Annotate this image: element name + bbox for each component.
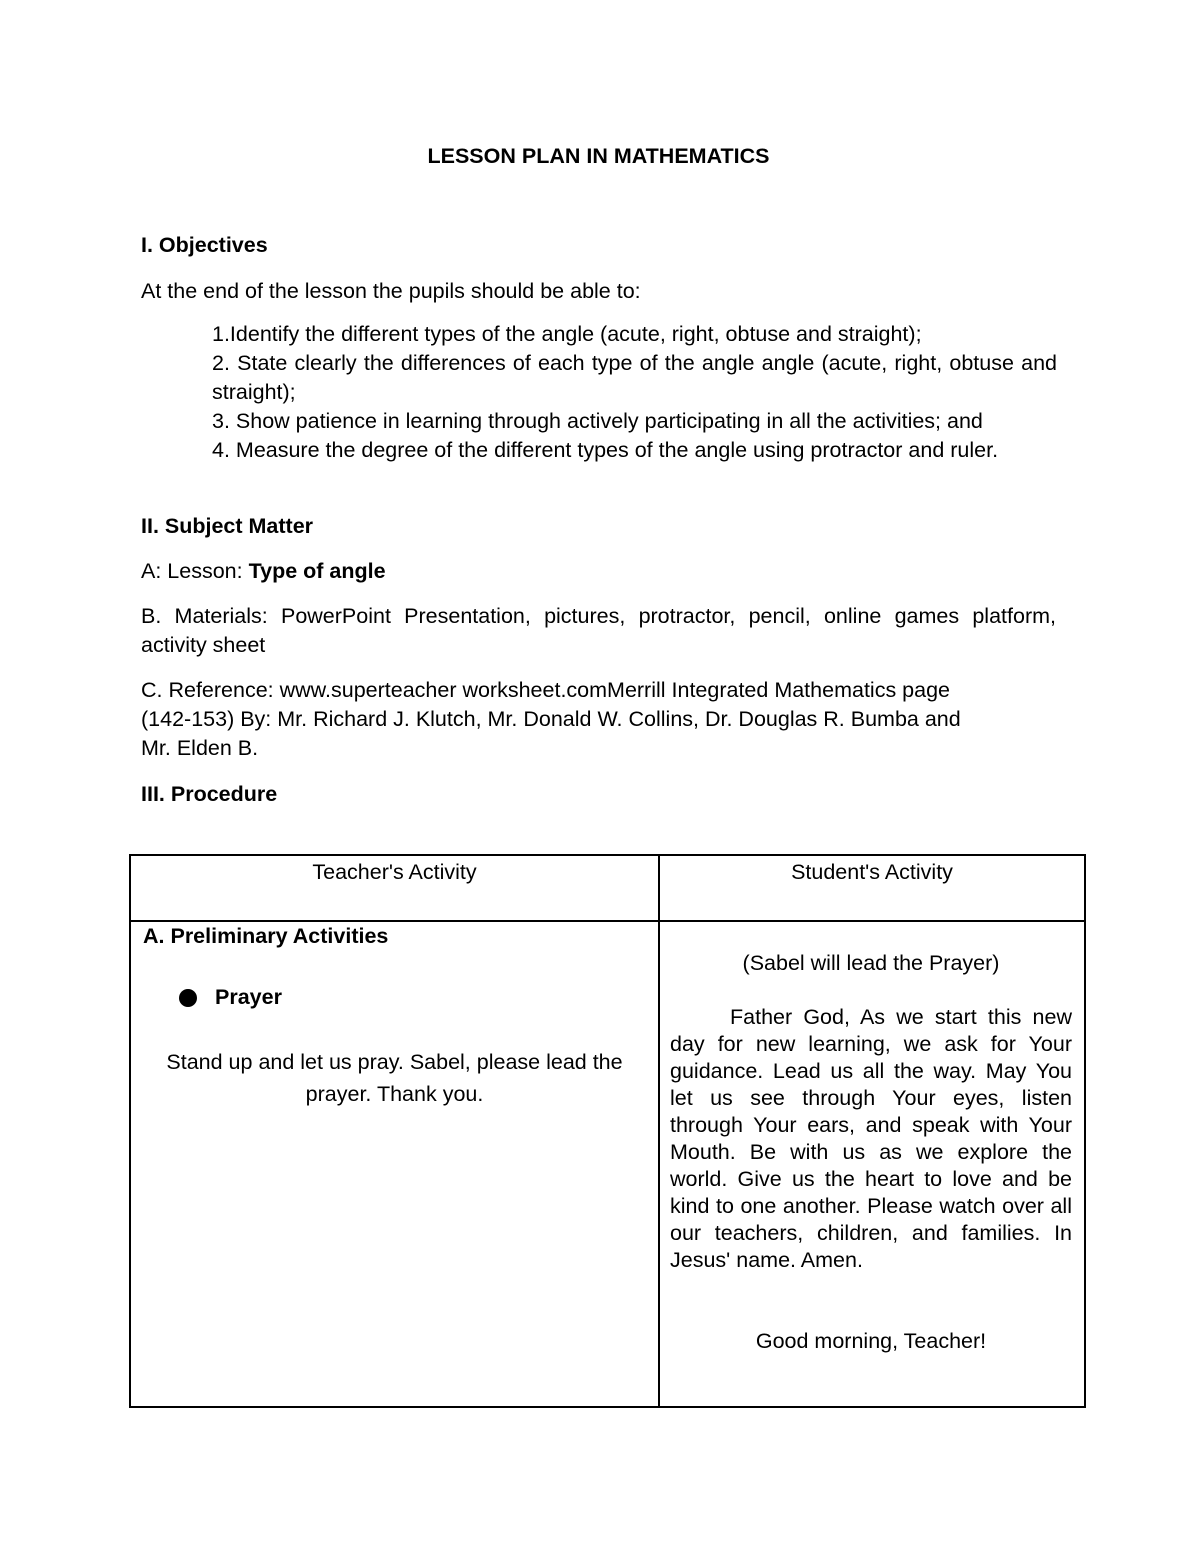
subject-matter-heading: II. Subject Matter: [141, 514, 314, 538]
student-activity-header: Student's Activity: [659, 855, 1085, 921]
teacher-instruction: Stand up and let us pray. Sabel, please lead the prayer. Thank you.: [166, 1050, 623, 1106]
objective-item: 3. Show patience in learning through actively participating in all the activities; and: [212, 409, 983, 433]
section-heading: A. Preliminary Activities: [143, 924, 389, 948]
document-title: LESSON PLAN IN MATHEMATICS: [427, 144, 770, 168]
lesson-line: [141, 557, 386, 586]
student-activity-cell: [659, 921, 1085, 1407]
teacher-activity-cell: [130, 921, 659, 1407]
reference-block: [141, 676, 1056, 763]
lesson-value: Type of angle: [248, 559, 386, 583]
objective-item: 1.Identify the different types of the angle (acute, right, obtuse and straight);: [212, 322, 922, 346]
procedure-table: [129, 854, 1086, 1408]
student-greeting: Good morning, Teacher!: [755, 1329, 987, 1353]
student-prayer-text: Father God, As we start this new day for new learning, we ask for Your guidance. Lead us all the way. May You let us see through Your eyes, listen through Your ears, and speak with Your Mouth. Be with us as we explore the world. Give us the heart to love and be kind to one another. Please watch over all our teachers, children, and families. In Jesus' name. Amen.: [670, 1005, 1072, 1272]
prayer-bullet-item: [179, 983, 646, 1012]
prayer-label: Prayer: [215, 985, 282, 1009]
objectives-heading: I. Objectives: [141, 233, 268, 257]
teacher-activity-header: Teacher's Activity: [130, 855, 659, 921]
reference-line: Mr. Elden B.: [141, 736, 259, 760]
table-header-row: [130, 855, 1085, 921]
bullet-icon: [179, 989, 197, 1007]
procedure-heading: III. Procedure: [141, 782, 278, 806]
reference-line: C. Reference: www.superteacher worksheet.comMerrill Integrated Mathematics page: [141, 678, 950, 702]
student-lead-note: (Sabel will lead the Prayer): [742, 951, 1000, 975]
objective-item: 2. State clearly the differences of each type of the angle angle (acute, right, obtuse and straight);: [212, 351, 1057, 404]
reference-line: (142-153) By: Mr. Richard J. Klutch, Mr. Donald W. Collins, Dr. Douglas R. Bumba and: [141, 707, 961, 731]
lesson-label: A: Lesson:: [141, 559, 249, 583]
materials-line: B. Materials: PowerPoint Presentation, pictures, protractor, pencil, online games platform, activity sheet: [141, 604, 1056, 657]
objective-item: 4. Measure the degree of the different types of the angle using protractor and ruler.: [212, 438, 999, 462]
objectives-intro: At the end of the lesson the pupils should be able to:: [141, 279, 641, 303]
table-row: [130, 921, 1085, 1407]
objectives-list: [212, 320, 1057, 465]
